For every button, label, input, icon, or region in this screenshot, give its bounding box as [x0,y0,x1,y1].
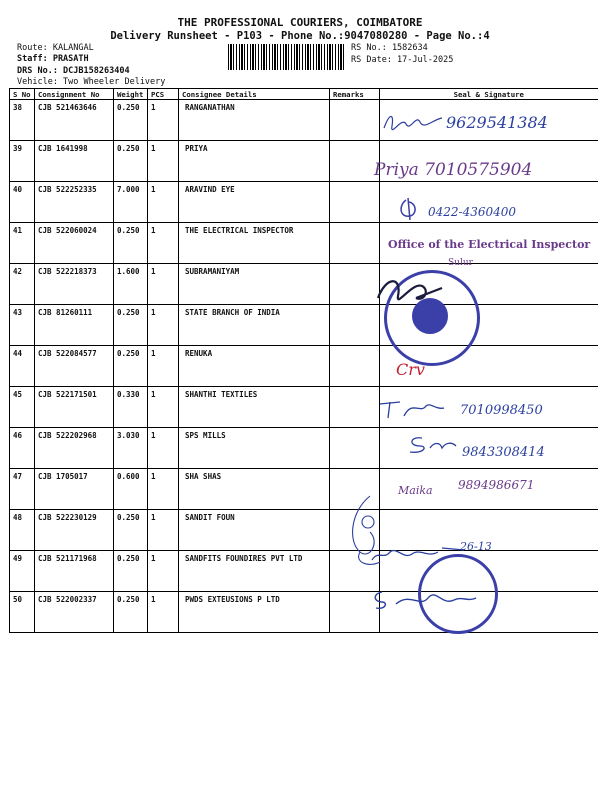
phone-row47: 9894986671 [458,478,535,492]
cell-weight: 0.250 [114,346,148,387]
cell-consignment-no: CJB 522202968 [35,428,114,469]
cell-sno: 39 [10,141,35,182]
stamp-row41: Office of the Electrical Inspector [388,238,591,251]
cell-sno: 46 [10,428,35,469]
cell-remarks [330,346,380,387]
cell-pcs: 1 [148,592,179,633]
cell-sno: 44 [10,346,35,387]
cell-consignee: SHA SHAS [179,469,330,510]
signature-row44: Crv [396,360,425,379]
cell-consignment-no: CJB 522002337 [35,592,114,633]
col-pcs: PCS [148,89,179,100]
cell-consignee: THE ELECTRICAL INSPECTOR [179,223,330,264]
cell-consignee: SANDIT FOUN [179,510,330,551]
cell-weight: 0.250 [114,592,148,633]
cell-consignee: SPS MILLS [179,428,330,469]
col-weight: Weight [114,89,148,100]
cell-consignee: PRIYA [179,141,330,182]
cell-sno: 41 [10,223,35,264]
cell-consignee: STATE BRANCH OF INDIA [179,305,330,346]
cell-consignment-no: CJB 522060024 [35,223,114,264]
cell-pcs: 1 [148,223,179,264]
cell-consignee: RENUKA [179,346,330,387]
cell-sno: 45 [10,387,35,428]
cell-consignment-no: CJB 1641998 [35,141,114,182]
phone-row45: 7010998450 [460,403,543,418]
cell-weight: 0.250 [114,223,148,264]
signature-row40 [396,196,426,222]
cell-remarks [330,100,380,141]
route-label: Route: KALANGAL [17,43,94,53]
cell-sno: 47 [10,469,35,510]
cell-pcs: 1 [148,141,179,182]
signature-row38 [380,110,450,134]
cell-pcs: 1 [148,264,179,305]
cell-weight: 0.250 [114,551,148,592]
cell-sno: 48 [10,510,35,551]
cell-remarks [330,387,380,428]
cell-pcs: 1 [148,182,179,223]
vehicle-label: Vehicle: Two Wheeler Delivery [17,77,166,87]
cell-sno: 49 [10,551,35,592]
phone-row38: 9629541384 [446,113,548,132]
cell-consignment-no: CJB 522252335 [35,182,114,223]
cell-consignee: SHANTHI TEXTILES [179,387,330,428]
cell-consignee: RANGANATHAN [179,100,330,141]
page-subtitle: Delivery Runsheet - P103 - Phone No.:9047080280 - Page No.:4 [110,30,490,42]
col-consignee: Consignee Details [179,89,330,100]
cell-sno: 40 [10,182,35,223]
cell-pcs: 1 [148,510,179,551]
cell-sno: 38 [10,100,35,141]
cell-remarks [330,428,380,469]
staff-label: Staff: PRASATH [17,54,89,64]
cell-pcs: 1 [148,346,179,387]
cell-pcs: 1 [148,305,179,346]
signature-row50 [370,586,480,616]
cell-consignee: SANDFITS FOUNDIRES PVT LTD [179,551,330,592]
cell-consignee: PWDS EXTEUSIONS P LTD [179,592,330,633]
cell-consignment-no: CJB 522230129 [35,510,114,551]
cell-weight: 0.250 [114,510,148,551]
name-row47: Maika [398,484,433,497]
cell-weight: 0.330 [114,387,148,428]
cell-weight: 0.600 [114,469,148,510]
col-remarks: Remarks [330,89,380,100]
cell-consignment-no: CJB 521171968 [35,551,114,592]
col-sno: S No [10,89,35,100]
drs-number: DRS No.: DCJB158263404 [17,66,130,76]
phone-row40: 0422-4360400 [428,205,517,219]
rs-number: RS No.: 1582634 [351,43,428,53]
cell-consignment-no: CJB 521463646 [35,100,114,141]
stamp-row41-sub: Sulur [448,258,473,268]
cell-weight: 3.030 [114,428,148,469]
cell-pcs: 1 [148,387,179,428]
barcode [228,44,344,70]
rs-date: RS Date: 17-Jul-2025 [351,55,454,65]
signature-row45 [378,396,448,422]
cell-weight: 1.600 [114,264,148,305]
table-header-row [10,89,598,100]
cell-consignment-no: CJB 81260111 [35,305,114,346]
table-row [10,305,598,346]
signature-row39: Priya 7010575904 [374,160,533,180]
cell-consignment-no: CJB 1705017 [35,469,114,510]
cell-weight: 0.250 [114,100,148,141]
table-row [10,510,598,551]
table-row [10,592,598,633]
cell-consignment-no: CJB 522084577 [35,346,114,387]
cell-sno: 43 [10,305,35,346]
page-title: THE PROFESSIONAL COURIERS, COIMBATORE [177,16,423,29]
cell-remarks [330,182,380,223]
cell-consignee: SUBRAMANIYAM [179,264,330,305]
col-seal: Seal & Signature [380,89,598,100]
cell-consignment-no: CJB 522218373 [35,264,114,305]
cell-sno: 50 [10,592,35,633]
cell-pcs: 1 [148,551,179,592]
cell-remarks [330,223,380,264]
cell-weight: 0.250 [114,141,148,182]
cell-consignment-no: CJB 522171501 [35,387,114,428]
signature-row46 [404,432,460,456]
cell-pcs: 1 [148,469,179,510]
cell-pcs: 1 [148,428,179,469]
cell-pcs: 1 [148,100,179,141]
date-row49: 26-13 [460,540,492,553]
cell-sno: 42 [10,264,35,305]
table-row [10,551,598,592]
col-consignment: Consignment No [35,89,114,100]
table-row [10,264,598,305]
signature-row43 [372,272,452,312]
phone-row46: 9843308414 [462,445,545,460]
cell-weight: 7.000 [114,182,148,223]
table-row [10,346,598,387]
faded-header-artifact [200,0,400,2]
cell-remarks [330,141,380,182]
cell-consignee: ARAVIND EYE [179,182,330,223]
cell-weight: 0.250 [114,305,148,346]
